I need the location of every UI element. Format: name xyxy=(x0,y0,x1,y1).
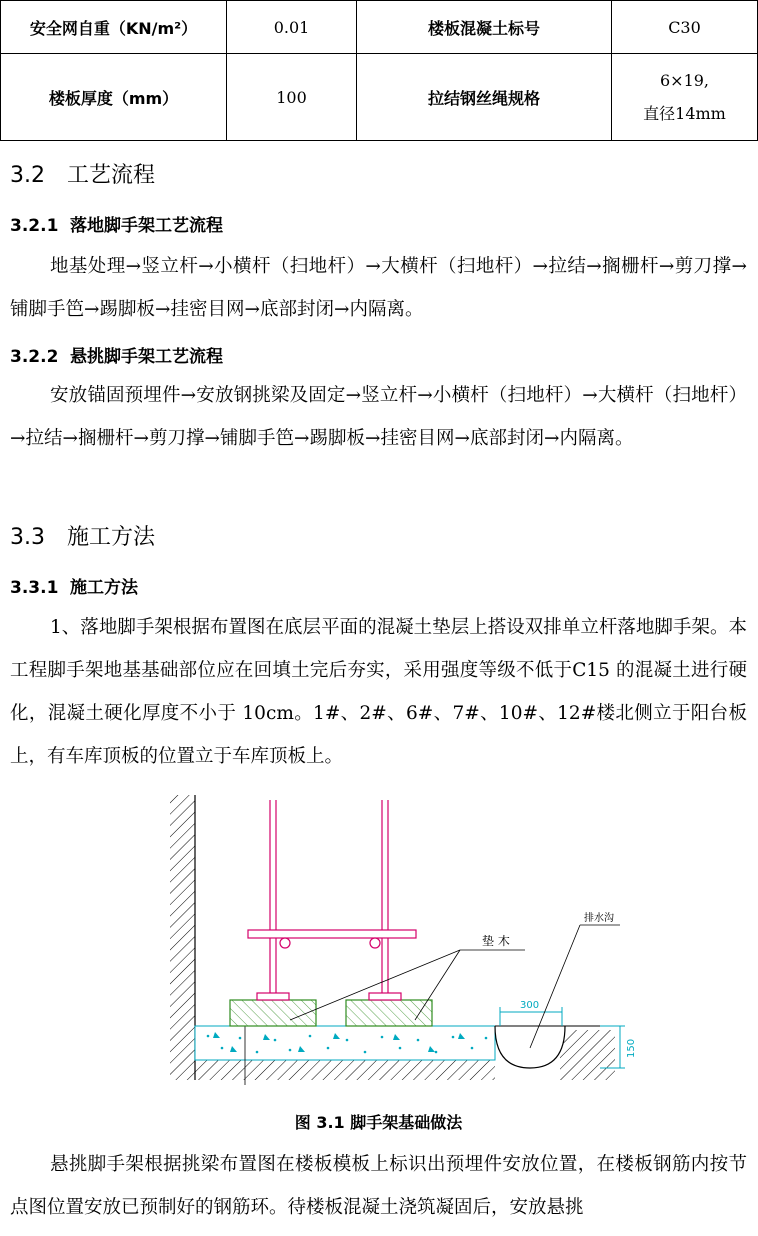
subsection-heading xyxy=(10,573,138,598)
section-number: 3.3.1 xyxy=(10,578,59,598)
label-wood-pad: 垫 木 xyxy=(482,934,510,948)
table-cell: C30 xyxy=(612,1,758,54)
table-row xyxy=(1,1,758,54)
subsection-heading xyxy=(10,342,223,367)
base-plate-left xyxy=(257,993,289,1000)
section-title: 施工方法 xyxy=(70,578,138,598)
ground-hatch xyxy=(195,1060,495,1080)
paragraph xyxy=(10,245,747,331)
section-title: 工艺流程 xyxy=(67,163,156,188)
section-number: 3.3 xyxy=(10,525,45,550)
coupler-right xyxy=(370,938,380,948)
section-heading xyxy=(10,158,155,189)
paragraph-text: 地基处理→竖立杆→小横杆（扫地杆）→大横杆（扫地杆）→拉结→搁栅杆→剪刀撑→铺脚手笆→踢脚板→挂密目网→底部封闭→内隔离。 xyxy=(10,256,747,320)
paragraph-text: 悬挑脚手架根据挑梁布置图在楼板模板上标识出预埋件安放位置，在楼板钢筋内按节点图位置安放已预制好的钢筋环。待楼板混凝土浇筑凝固后，安放悬挑 xyxy=(10,1154,747,1218)
table-cell: 安全网自重（KN/m²） xyxy=(1,1,227,54)
ground-hatch-right xyxy=(560,1030,615,1080)
section-number: 3.2.2 xyxy=(10,347,59,367)
section-number: 3.2 xyxy=(10,163,45,188)
table-cell: 楼板厚度（mm） xyxy=(1,54,227,141)
section-title: 悬挑脚手架工艺流程 xyxy=(70,347,223,367)
section-heading xyxy=(10,520,155,551)
dimension-width-label: 300 xyxy=(520,1000,540,1011)
section-number: 3.2.1 xyxy=(10,216,59,236)
paragraph xyxy=(10,374,747,460)
parameter-table xyxy=(0,0,758,141)
wood-pad-left xyxy=(230,1000,316,1026)
table-cell: 楼板混凝土标号 xyxy=(357,1,612,54)
section-title: 落地脚手架工艺流程 xyxy=(70,216,223,236)
base-plate-right xyxy=(369,993,401,1000)
cell-line: 直径14mm xyxy=(643,104,726,123)
subsection-heading xyxy=(10,211,223,236)
paragraph-text: 安放锚固预埋件→安放钢挑梁及固定→竖立杆→小横杆（扫地杆）→大横杆（扫地杆）→拉结→搁栅杆→剪刀撑→铺脚手笆→踢脚板→挂密目网→底部封闭→内隔离。 xyxy=(10,385,747,449)
paragraph xyxy=(10,606,747,778)
section-title: 施工方法 xyxy=(67,525,156,550)
table-cell: 0.01 xyxy=(227,1,357,54)
ledger-bar xyxy=(248,930,416,938)
vertical-poles xyxy=(270,800,388,993)
concrete-slab xyxy=(195,1026,495,1060)
scaffold-foundation-figure xyxy=(160,790,637,1090)
figure-caption: 图 3.1 脚手架基础做法 xyxy=(294,1113,463,1132)
paragraph xyxy=(10,1143,747,1229)
label-drainage-ditch: 排水沟 xyxy=(584,913,614,924)
table-cell: 100 xyxy=(227,54,357,141)
wall-hatch xyxy=(170,795,195,1080)
table-cell xyxy=(612,54,758,141)
table-cell: 拉结钢丝绳规格 xyxy=(357,54,612,141)
coupler-left xyxy=(280,938,290,948)
table-row xyxy=(1,54,758,141)
dimension-depth-label: 150 xyxy=(626,1038,637,1058)
cell-line: 6×19, xyxy=(659,71,710,90)
paragraph-text: 1、落地脚手架根据布置图在底层平面的混凝土垫层上搭设双排单立杆落地脚手架。本工程脚手架地基基础部位应在回填土完后夯实，采用强度等级不低于C15 的混凝土进行硬化，混凝土硬化厚度不小于 10cm。1#、2#、6#、7#、10#、12#楼北侧立于阳台板上，有车库顶板的位置立于车库顶板上。 xyxy=(10,617,747,767)
